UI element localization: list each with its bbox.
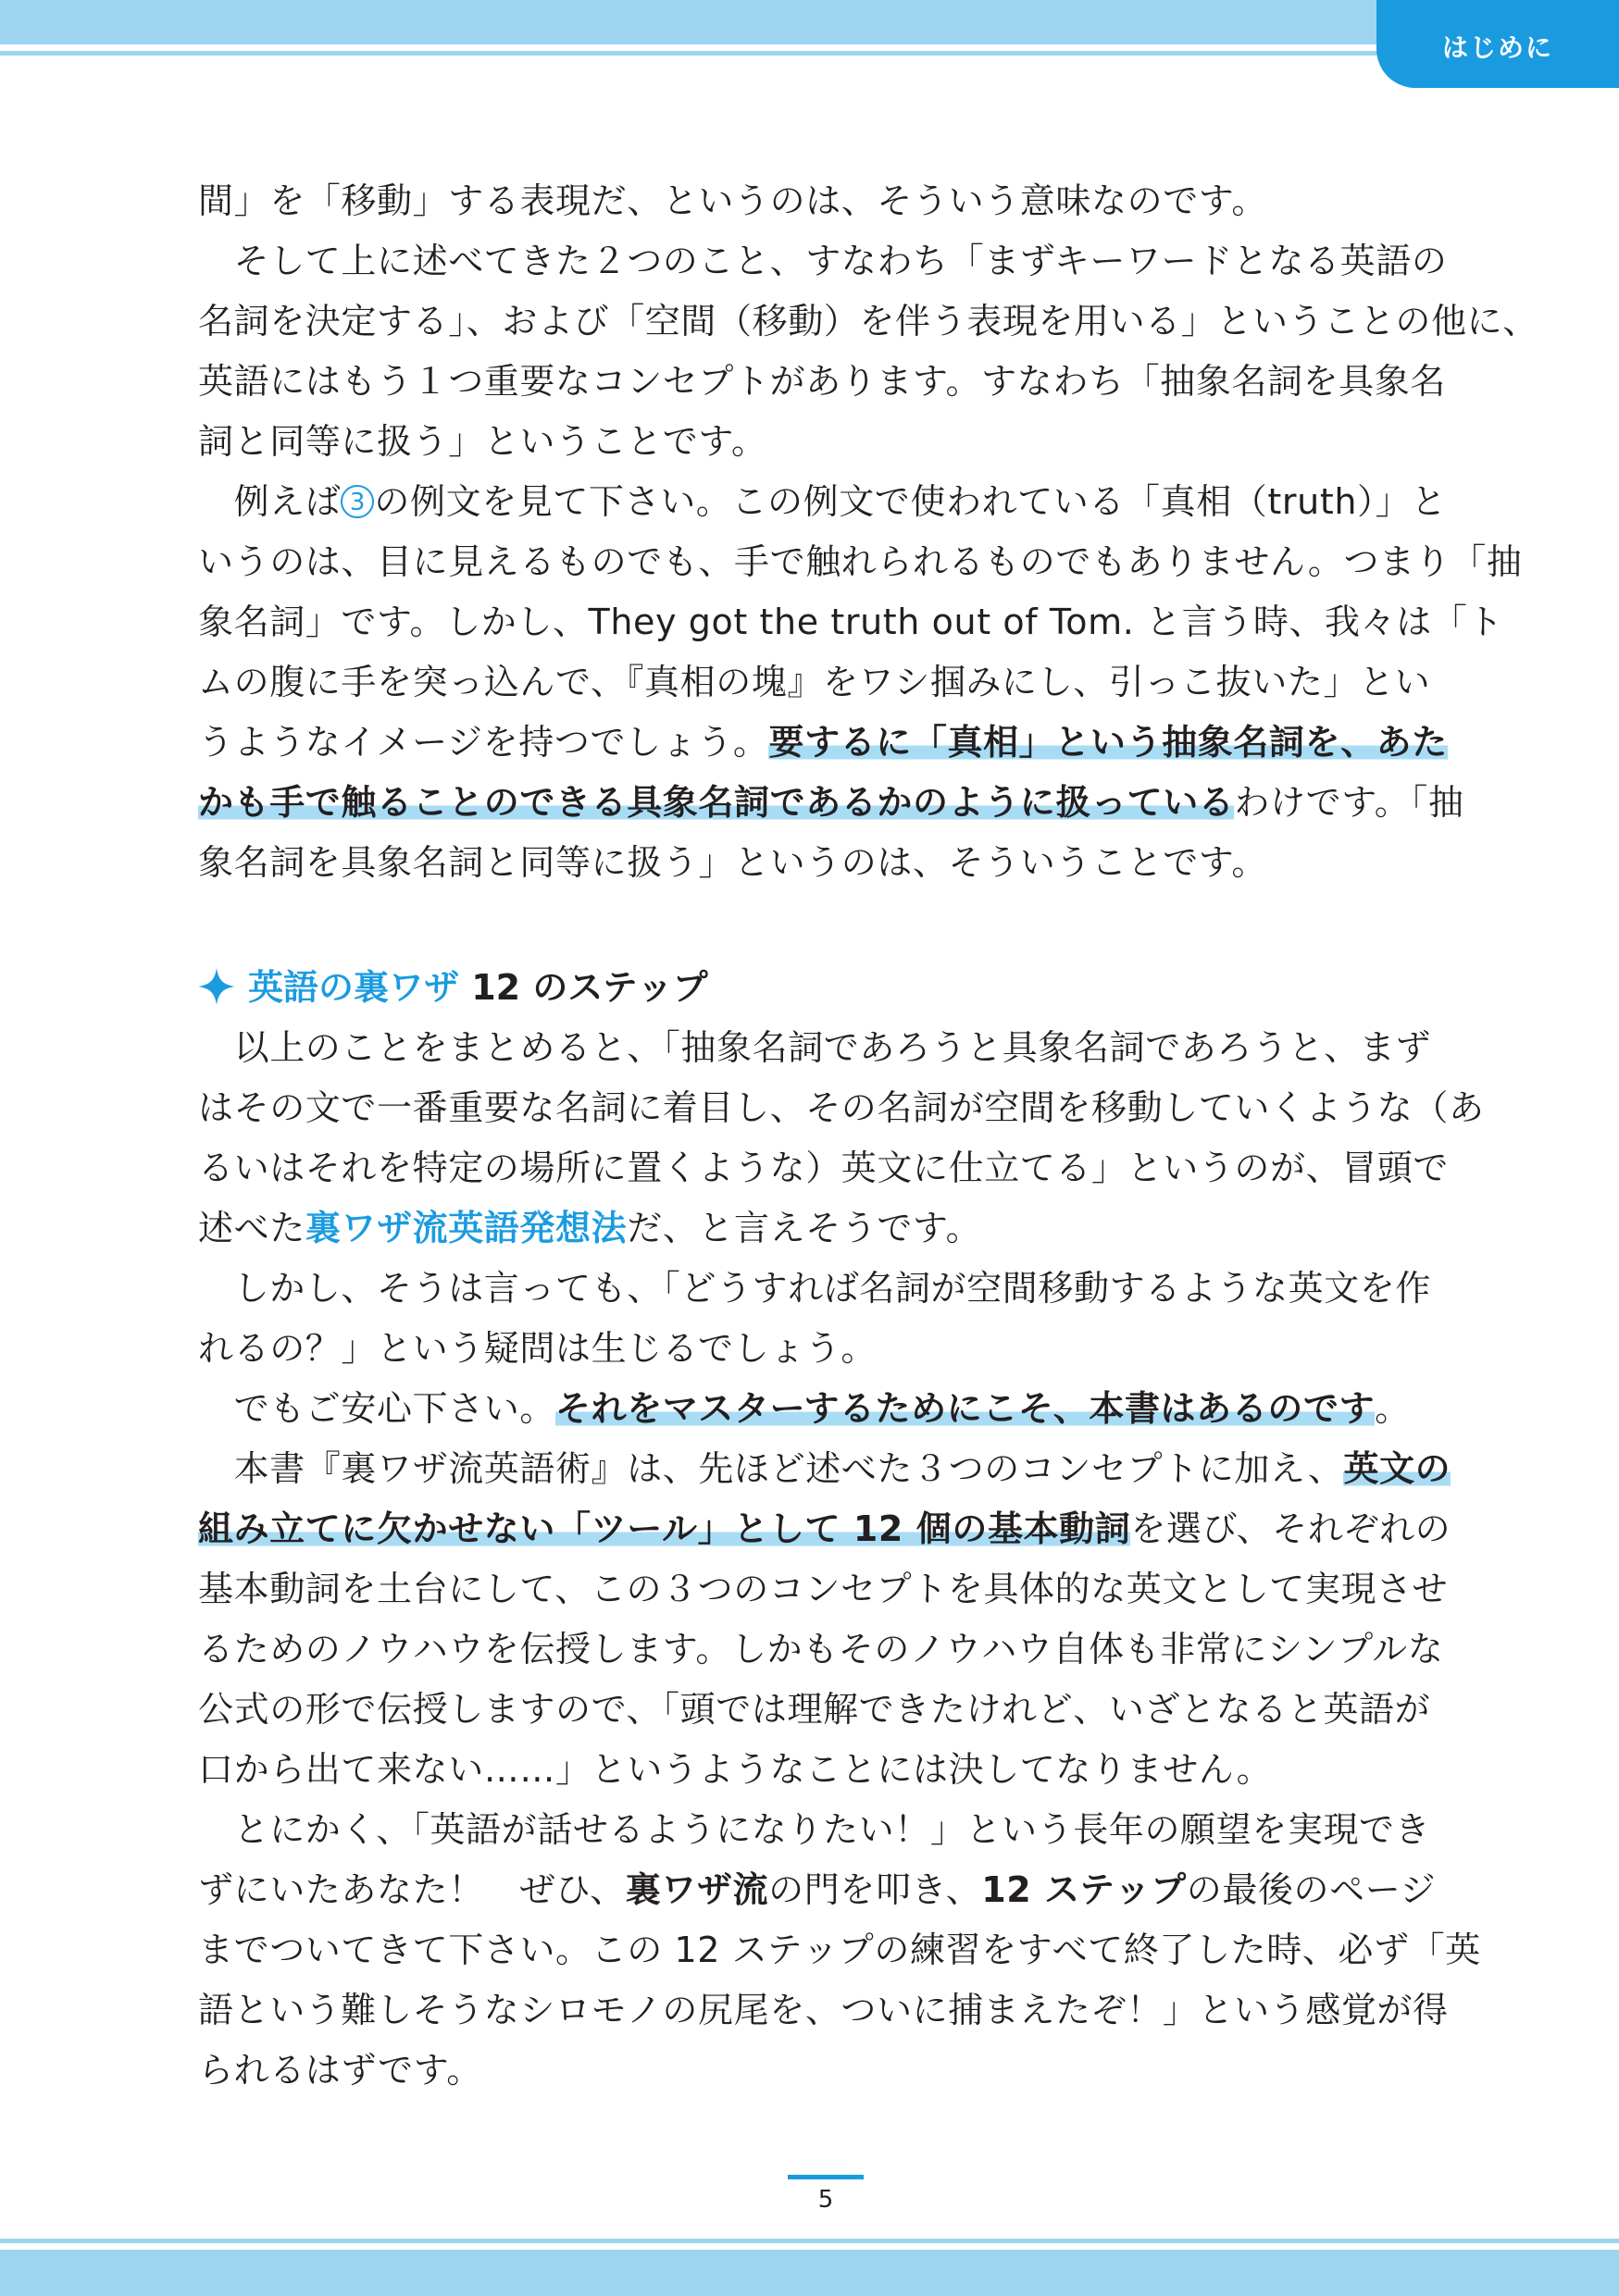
highlighted-text: 英文の <box>1343 1448 1451 1489</box>
paragraph-7 <box>198 1800 1481 2101</box>
paragraph-6 <box>198 1439 1457 1800</box>
footer-band <box>0 2250 1619 2296</box>
text-line: ムの腹に手を突っ込んで、『真相の塊』をワシ掴みにし、引っこ抜いた」とい <box>198 662 1431 702</box>
paragraph-4 <box>198 1259 1457 1379</box>
text-line: 名詞を決定する」、および「空間（移動）を伴う表現を用いる」ということの他に、 <box>198 301 1538 341</box>
footer-rule <box>0 2239 1619 2243</box>
bold-text: 12 ステップ <box>981 1869 1187 1910</box>
text-span: の最後のページ <box>1186 1869 1437 1910</box>
keyword-text: 裏ワザ流英語発想法 <box>305 1208 628 1248</box>
text-span: 例えば <box>198 481 342 522</box>
text-line: しかし、そうは言っても、「どうすれば名詞が空間移動するような英文を作 <box>198 1268 1432 1309</box>
chapter-tab <box>1376 0 1619 88</box>
text-line: るいはそれを特定の場所に置くような）英文に仕立てる」というのが、冒頭で <box>198 1148 1450 1188</box>
bold-text: 裏ワザ流 <box>625 1869 769 1910</box>
text-line: られるはずです。 <box>198 2050 482 2091</box>
text-span: の例文を見て下さい。この例文で使われている「真相（truth）」と <box>374 481 1447 522</box>
text-line <box>198 1860 1457 1920</box>
highlighted-text: それをマスターするためにこそ、本書はあるのです <box>555 1388 1376 1429</box>
paragraph-1 <box>198 171 1538 472</box>
text-span: ずにいたあなた！ ぜひ、 <box>198 1869 626 1910</box>
text-line: 象名詞を具象名詞と同等に扱う」というのは、そういうことです。 <box>198 842 1267 883</box>
text-line <box>198 1499 1457 1559</box>
text-line: 詞と同等に扱う」ということです。 <box>198 421 767 462</box>
star-icon <box>198 968 235 1005</box>
text-line: とにかく、「英語が話せるようになりたい！」という長年の願望を実現でき <box>198 1809 1431 1850</box>
page-number: 5 <box>817 2186 834 2214</box>
text-line: 象名詞」です。しかし、They got the truth out of Tom. と言う時、我々は「ト <box>198 602 1504 642</box>
text-line <box>198 472 1457 532</box>
text-span: の門を叩き、 <box>768 1869 982 1910</box>
highlighted-text: かも手で触ることのできる具象名詞であるかのように扱っている <box>198 782 1235 823</box>
text-line: 口から出て来ない……」というようなことには決してなりません。 <box>198 1749 1273 1790</box>
text-line: そして上に述べてきた２つのこと、すなわち「まずキーワードとなる英語の <box>198 241 1448 281</box>
text-line: 間」を「移動」する表現だ、というのは、そういう意味なのです。 <box>198 180 1267 221</box>
text-line: までついてきて下さい。この 12 ステップの練習をすべて終了した時、必ず「英 <box>198 1930 1481 1970</box>
text-span: うようなイメージを持つでしょう。 <box>198 722 769 763</box>
highlighted-text: 要するに「真相」という抽象名詞を、あた <box>768 722 1448 763</box>
text-span: を選び、それぞれの <box>1130 1508 1451 1549</box>
text-span: でもご安心下さい。 <box>198 1388 556 1429</box>
page-number-rule <box>788 2175 864 2179</box>
section-heading <box>198 958 1457 1018</box>
text-span: わけです。「抽 <box>1234 782 1464 823</box>
section-heading-accent: 英語の裏ワザ <box>248 967 460 1008</box>
text-line <box>198 1198 1457 1259</box>
chapter-tab-label: はじめに <box>1441 31 1553 63</box>
text-line: 英語にはもう１つ重要なコンセプトがあります。すなわち「抽象名詞を具象名 <box>198 361 1446 402</box>
text-line: れるの？」という疑問は生じるでしょう。 <box>198 1328 878 1369</box>
text-line: 以上のことをまとめると、「抽象名詞であろうと具象名詞であろうと、まず <box>198 1027 1432 1068</box>
text-span: だ、と言えそうです。 <box>627 1208 982 1248</box>
text-span: 本書『裏ワザ流英語術』は、先ほど述べた３つのコンセプトに加え、 <box>198 1448 1344 1489</box>
text-line: 公式の形で伝授しますので、「頭では理解できたけれど、いざとなると英語が <box>198 1689 1431 1730</box>
text-line: るためのノウハウを伝授します。しかもそのノウハウ自体も非常にシンプルな <box>198 1629 1444 1669</box>
text-line <box>198 713 1457 773</box>
highlighted-text: 組み立てに欠かせない「ツール」として 12 個の基本動詞 <box>198 1508 1131 1549</box>
paragraph-2 <box>198 472 1523 893</box>
text-line: 基本動詞を土台にして、この３つのコンセプトを具体的な英文として実現させ <box>198 1569 1449 1609</box>
text-line: 語という難しそうなシロモノの尻尾を、ついに捕まえたぞ！」という感覚が得 <box>198 1990 1449 2030</box>
text-line <box>198 1379 1457 1439</box>
text-line: はその文で一番重要な名詞に着目し、その名詞が空間を移動していくような（あ <box>198 1087 1485 1128</box>
paragraph-3 <box>198 1018 1485 1259</box>
section-heading-text: 12 のステップ <box>459 967 708 1008</box>
example-number-badge: 3 <box>341 485 374 518</box>
text-span: 述べた <box>198 1208 305 1248</box>
text-span: 。 <box>1375 1388 1411 1429</box>
text-line <box>198 773 1464 833</box>
text-line: いうのは、目に見えるものでも、手で触れられるものでもありません。つまり「抽 <box>198 541 1523 582</box>
paragraph-5 <box>198 1379 1457 1439</box>
text-line <box>198 1439 1457 1499</box>
